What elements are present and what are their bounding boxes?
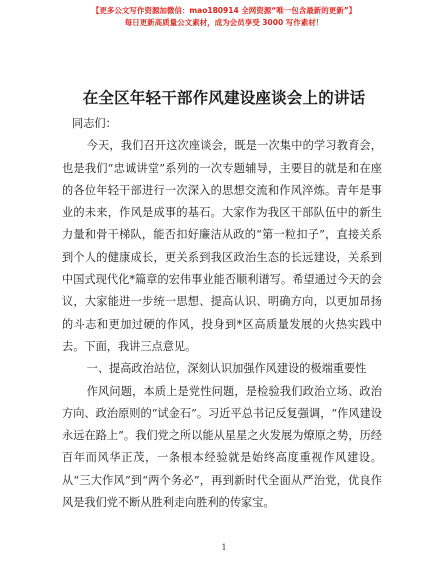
paragraph: 作风问题，本质上是党性问题，是检验我们政治立场、政治方向、政治原则的“试金石”。习近平总书记反复强调，“作风建设永远在路上”。我们党之所以能从星星之火发展为燎原之势，历经百年而风华正茂，一条根本经验就是始终高度重视作风建设。从“三大作风”到“两个务必”，再到新时代全面从严治党，优良作风是我们党不断从胜利走向胜利的传家宝。 — [62, 384, 382, 510]
promo-banner — [0, 5, 448, 29]
paragraph: 今天，我们召开这次座谈会，既是一次集中的学习教育会，也是我们“忠诚讲堂”系列的一次专题辅导，主要目的就是和在座的各位年轻干部进行一次深入的思想交流和作风淬炼。青年是事业的未来，作风是成事的基石。大家作为我区干部队伍中的新生力量和骨干梯队，能否扣好廉洁从政的“第一粒扣子”，直接关系到个人的健康成长，更关系到我区政治生态的长远建设，关系到中国式现代化*篇章的宏伟事业能否顺利谱写。希望通过今天的会议，大家能进一步统一思想、提高认识、明确方向，以更加昂扬的斗志和更加过硬的作风，投身到*区高质量发展的火热实践中去。下面，我讲三点意见。 — [62, 139, 382, 353]
promo-line-1: 【更多公文写作资源加微信：mao180914 全网资源“唯一包含最新的更新”】 — [91, 6, 357, 15]
section-heading: 一、提高政治站位，深刻认识加强作风建设的极端重要性 — [86, 362, 367, 376]
document-title: 在全区年轻干部作风建设座谈会上的讲话 — [82, 89, 366, 107]
salutation: 同志们： — [72, 117, 117, 130]
document-body — [62, 113, 382, 514]
page-number: 1 — [221, 543, 227, 552]
promo-line-2: 每日更新高质量公文素材，成为会员享受 3000 写作素材！ — [124, 18, 324, 27]
